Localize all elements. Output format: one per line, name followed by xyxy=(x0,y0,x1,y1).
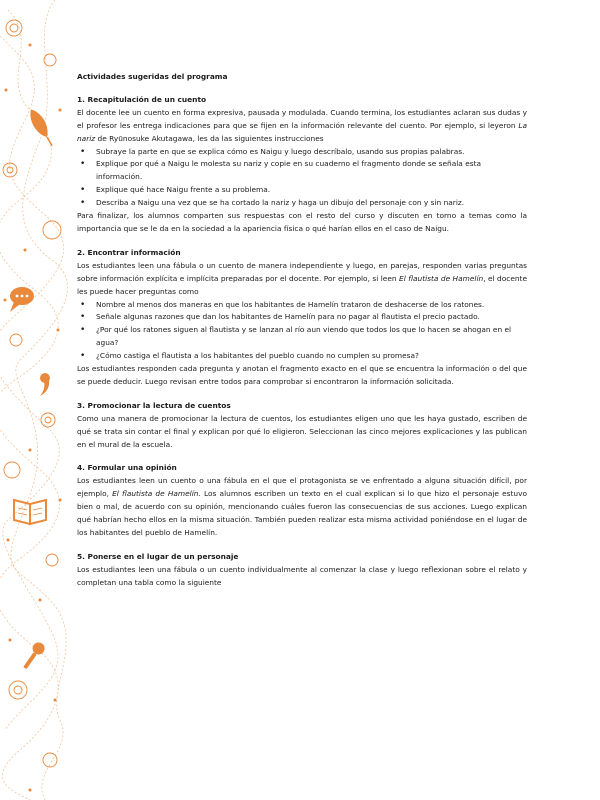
list-item: • Señale algunas razones que dan los habitantes de Hamelín para no pagar al flautista el precio pactado. xyxy=(77,311,527,324)
list-item: • Subraye la parte en que se explica cómo es Naigu y luego descríbalo, usando sus propias palabras. xyxy=(77,146,527,159)
page-title: Actividades sugeridas del programa xyxy=(77,72,228,81)
section-body: Como una manera de promocionar la lectura de cuentos, los estudiantes eligen uno que les haya gustado, escriben de qué se trata sin contar el final y explican por qué lo eligieron. Seleccionan las cinco mejores explicaciones y las publican en el mural de la escuela. xyxy=(77,413,527,449)
list-item: • Nombre al menos dos maneras en que los habitantes de Hamelín trataron de deshacerse de los ratones. xyxy=(77,299,527,312)
document-body xyxy=(77,71,527,601)
section-intro: Los estudiantes leen una fábula o un cuento de manera independiente y luego, en parejas, responden varias preguntas sobre información explícita e implícita preparadas por el docente. Por ejemplo, si leen El flautista de Hamelín, el docente les puede hacer preguntas como xyxy=(77,260,527,296)
decorative-margin xyxy=(0,0,70,800)
section-title: 4. Formular una opinión xyxy=(77,463,177,473)
section-ponerse-en-lugar xyxy=(77,551,527,590)
section-title: 3. Promocionar la lectura de cuentos xyxy=(77,400,231,410)
list-item: • Explique qué hace Naigu frente a su problema. xyxy=(77,184,527,197)
section-recapitulacion xyxy=(77,94,527,236)
list-item: • ¿Cómo castiga el flautista a los habitantes del pueblo cuando no cumplen su promesa? xyxy=(77,350,527,363)
microphone-icon xyxy=(20,640,47,671)
section-title: 5. Ponerse en el lugar de un personaje xyxy=(77,551,239,561)
list-item: • ¿Por qué los ratones siguen al flautista y se lanzan al río aun viendo que todos los que lo hacen se ahogan en el agua? xyxy=(77,324,527,350)
section-closing: Para finalizar, los alumnos comparten sus respuestas con el resto del curso y discuten en torno a temas como la importancia que se le da en la sociedad a la apariencia física o qué harían ellos en el caso de Naigu. xyxy=(77,211,527,233)
section-body: Los estudiantes leen un cuento o una fábula en el que el protagonista se ve enfrentado a alguna situación difícil, por ejemplo, El flautista de Hamelín. Los alumnos escriben un texto en el cual explican si lo que hizo el personaje estuvo bien o mal, de acuerdo con su opinión, mencionando cuáles fueron las consecuencias de sus acciones. Luego explican qué habrían hecho ellos en la misma situación. También pueden realizar esta misma actividad poniéndose en el lugar de los habitantes del pueblo de Hamelín. xyxy=(77,476,527,537)
question-list xyxy=(77,299,527,364)
section-title: 1. Recapitulación de un cuento xyxy=(77,94,207,104)
section-closing: Los estudiantes responden cada pregunta y anotan el fragmento exacto en el que se encuentra la información o del que se puede deducir. Luego revisan entre todos para comprobar si encontraron la información solicitada. xyxy=(77,364,527,386)
section-intro: El docente lee un cuento en forma expresiva, pausada y modulada. Cuando termina, los estudiantes aclaran sus dudas y el profesor les entrega indicaciones para que se fijen en la información relevante del cuento. Por ejemplo, si leyeron La nariz de Ryūnosuke Akutagawa, les da las siguientes instrucciones xyxy=(77,107,527,143)
section-title: 2. Encontrar información xyxy=(77,247,181,257)
speech-bubble-icon xyxy=(10,287,34,312)
section-body: Los estudiantes leen una fábula o un cuento individualmente al comenzar la clase y luego reflexionan sobre el relato y completan una tabla como la siguiente xyxy=(77,564,527,587)
feather-pen-icon xyxy=(26,106,57,148)
list-item: • Explique por qué a Naigu le molesta su nariz y copie en su cuaderno el fragmento donde se señala esta información. xyxy=(77,158,527,184)
instruction-list xyxy=(77,146,527,211)
section-encontrar-informacion xyxy=(77,247,527,389)
list-item: • Describa a Naigu una vez que se ha cortado la nariz y haga un dibujo del personaje con y sin nariz. xyxy=(77,197,527,210)
open-book-icon xyxy=(14,500,46,524)
section-promocionar-lectura xyxy=(77,400,527,452)
comma-icon xyxy=(40,373,50,396)
section-formular-opinion xyxy=(77,462,527,539)
